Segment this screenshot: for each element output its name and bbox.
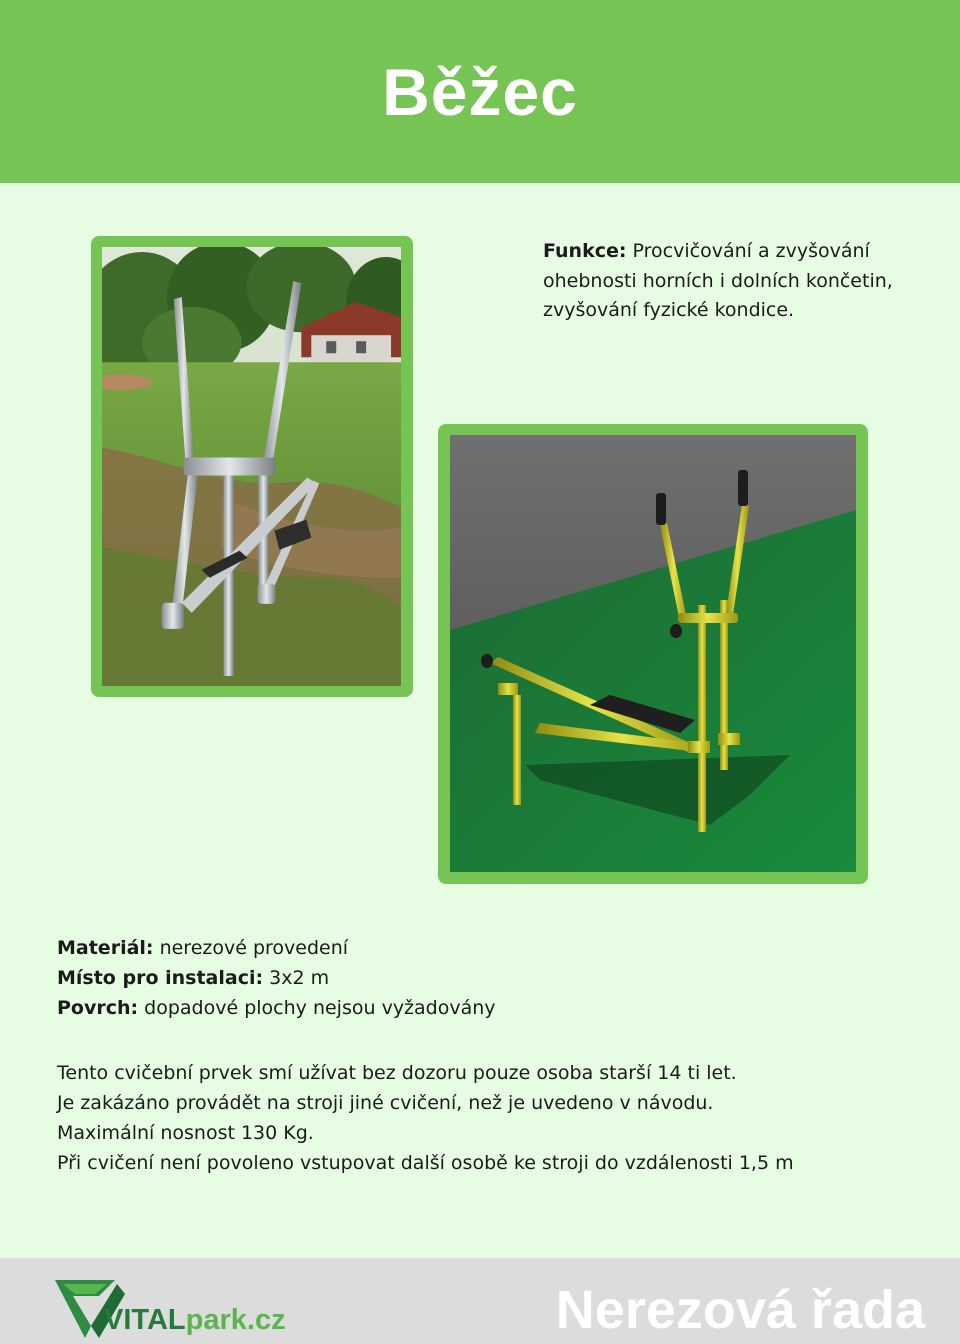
spec-installation-area xyxy=(57,963,917,993)
note-line: Tento cvičební prvek smí užívat bez dozoru pouze osoba starší 14 ti let. xyxy=(57,1062,737,1084)
spec-label: Povrch: xyxy=(57,997,139,1019)
page-title: Běžec xyxy=(382,55,578,129)
equipment-photo xyxy=(102,247,401,686)
series-name: Nerezová řada xyxy=(555,1280,925,1340)
equipment-render xyxy=(450,435,856,872)
note-line: Maximální nosnost 130 Kg. xyxy=(57,1122,314,1144)
photo-frame xyxy=(91,236,413,697)
note-line: Při cvičení není povoleno vstupovat další osobě ke stroji do vzdálenosti 1,5 m xyxy=(57,1152,794,1174)
render-frame xyxy=(438,424,868,884)
logo-wordmark xyxy=(104,1303,286,1337)
logo-part-vital: VITAL xyxy=(104,1304,186,1336)
header-band xyxy=(0,0,960,183)
spec-label: Místo pro instalaci: xyxy=(57,967,264,989)
spec-value: nerezové provedení xyxy=(159,937,349,959)
note-line: Je zakázáno provádět na stroji jiné cvičení, než je uvedeno v návodu. xyxy=(57,1092,714,1114)
logo-part-park: park.cz xyxy=(185,1304,286,1336)
spec-label: Materiál: xyxy=(57,937,154,959)
spec-value: dopadové plochy nejsou vyžadovány xyxy=(144,997,496,1019)
spec-material xyxy=(57,933,917,963)
spec-value: 3x2 m xyxy=(269,967,330,989)
function-label: Funkce: xyxy=(543,240,627,262)
function-text: Procvičování a zvyšování ohebnosti horních i dolních končetin, zvyšování fyzické kondice. xyxy=(543,240,893,321)
usage-notes xyxy=(57,1058,937,1178)
specifications xyxy=(57,933,917,1023)
spec-surface xyxy=(57,993,917,1023)
function-description xyxy=(543,237,943,326)
